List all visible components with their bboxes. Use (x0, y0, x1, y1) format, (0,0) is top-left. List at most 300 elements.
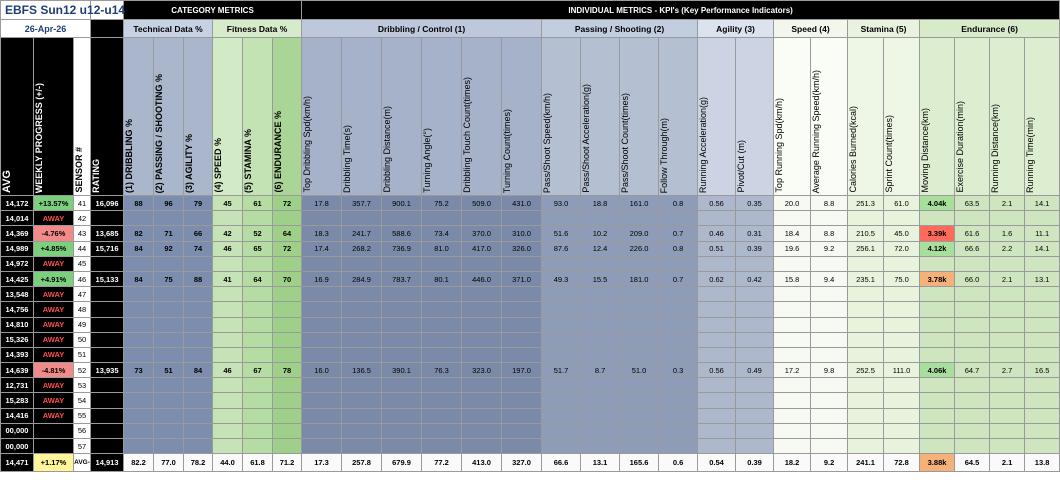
table-cell (1025, 393, 1060, 408)
table-cell: 17.3 (302, 454, 342, 472)
table-cell: 0.8 (659, 241, 698, 256)
table-cell (848, 423, 884, 438)
table-cell: 66.0 (955, 271, 990, 286)
table-cell (91, 287, 124, 302)
table-cell (990, 256, 1025, 271)
column-header: Pass/Shoot Count(times) (620, 38, 659, 196)
table-cell (884, 287, 920, 302)
table-cell (502, 256, 542, 271)
table-cell (302, 378, 342, 393)
table-cell (91, 378, 124, 393)
table-cell: 256.1 (848, 241, 884, 256)
table-cell (154, 378, 184, 393)
table-cell: 209.0 (620, 226, 659, 241)
table-cell (542, 439, 581, 454)
column-header: (6) ENDURANCE % (273, 38, 302, 196)
table-cell (990, 423, 1025, 438)
table-cell (502, 408, 542, 423)
table-cell (659, 211, 698, 226)
table-cell (848, 393, 884, 408)
column-header: Exercise Duration(min) (955, 38, 990, 196)
table-cell (243, 287, 273, 302)
column-header: RATING (91, 38, 124, 196)
table-cell: 64 (273, 226, 302, 241)
table-cell: 4.12k (920, 241, 955, 256)
table-cell: 4.04k (920, 196, 955, 211)
table-cell (243, 378, 273, 393)
table-cell (502, 211, 542, 226)
table-cell (920, 347, 955, 362)
table-cell (884, 302, 920, 317)
table-cell (811, 302, 848, 317)
table-cell: 15,716 (91, 241, 124, 256)
table-cell (1025, 378, 1060, 393)
table-cell: 14,810 (1, 317, 34, 332)
table-cell: 82.2 (124, 454, 154, 472)
table-cell: 4.06k (920, 363, 955, 378)
table-cell (659, 423, 698, 438)
table-cell: 75 (154, 271, 184, 286)
table-cell: 0.54 (698, 454, 736, 472)
table-cell: 72 (273, 196, 302, 211)
table-cell (920, 423, 955, 438)
table-cell (620, 439, 659, 454)
table-cell (848, 256, 884, 271)
table-cell (811, 378, 848, 393)
table-cell: 51.0 (620, 363, 659, 378)
table-cell: 71.2 (273, 454, 302, 472)
table-cell (91, 256, 124, 271)
table-cell (342, 423, 382, 438)
table-cell: 73.4 (422, 226, 462, 241)
group-header: Technical Data % (124, 20, 213, 38)
table-cell (955, 302, 990, 317)
table-cell (382, 287, 422, 302)
table-cell (213, 439, 243, 454)
table-cell: 78.2 (184, 454, 213, 472)
table-cell: 46 (213, 363, 243, 378)
table-cell (811, 393, 848, 408)
table-cell (91, 211, 124, 226)
table-cell (659, 287, 698, 302)
table-cell: 15.5 (581, 271, 620, 286)
table-cell (91, 302, 124, 317)
table-cell: 284.9 (342, 271, 382, 286)
table-cell (342, 211, 382, 226)
table-cell: 0.51 (698, 241, 736, 256)
table-cell (302, 423, 342, 438)
table-cell (91, 317, 124, 332)
table-cell (154, 439, 184, 454)
table-cell: AVG- (74, 454, 91, 472)
table-cell (955, 332, 990, 347)
table-cell (422, 256, 462, 271)
table-cell: 50 (74, 332, 91, 347)
table-cell: 8.8 (811, 196, 848, 211)
table-cell (884, 378, 920, 393)
table-cell: 1.6 (990, 226, 1025, 241)
table-cell: 78 (273, 363, 302, 378)
table-cell (774, 347, 811, 362)
table-cell (184, 211, 213, 226)
table-cell (124, 211, 154, 226)
table-cell (811, 287, 848, 302)
table-cell: 0.62 (698, 271, 736, 286)
table-cell (124, 256, 154, 271)
table-cell: 00,000 (1, 423, 34, 438)
table-cell (342, 378, 382, 393)
table-cell: 14,172 (1, 196, 34, 211)
table-cell (920, 332, 955, 347)
table-cell (955, 347, 990, 362)
table-cell (184, 423, 213, 438)
table-cell: 14.1 (1025, 241, 1060, 256)
table-cell (774, 408, 811, 423)
table-cell (422, 347, 462, 362)
table-cell: 11.1 (1025, 226, 1060, 241)
table-cell: 52 (243, 226, 273, 241)
column-header: Dribbling Distance(m) (382, 38, 422, 196)
table-cell (920, 408, 955, 423)
table-cell: 14,369 (1, 226, 34, 241)
table-cell (273, 287, 302, 302)
table-cell (990, 347, 1025, 362)
table-cell (184, 439, 213, 454)
table-cell (243, 317, 273, 332)
table-cell (774, 256, 811, 271)
table-cell (462, 423, 502, 438)
table-cell (736, 211, 774, 226)
table-cell (213, 378, 243, 393)
group-header: Speed (4) (774, 20, 848, 38)
table-cell (920, 317, 955, 332)
table-cell (91, 393, 124, 408)
table-cell (955, 256, 990, 271)
table-cell: 66 (184, 226, 213, 241)
table-cell (811, 439, 848, 454)
table-cell (382, 393, 422, 408)
column-header: (4) SPEED % (213, 38, 243, 196)
table-cell: 46 (213, 241, 243, 256)
table-cell (462, 439, 502, 454)
table-cell (124, 439, 154, 454)
table-cell: 9.2 (811, 454, 848, 472)
table-cell (955, 317, 990, 332)
column-header: (3) AGILITY % (184, 38, 213, 196)
table-cell (382, 408, 422, 423)
table-cell (273, 317, 302, 332)
table-cell (542, 378, 581, 393)
table-cell: 57 (74, 439, 91, 454)
group-header: Fitness Data % (213, 20, 302, 38)
table-cell: 15.8 (774, 271, 811, 286)
table-cell: 82 (124, 226, 154, 241)
table-cell (990, 378, 1025, 393)
table-row (1, 256, 1060, 271)
table-cell: AWAY (34, 378, 74, 393)
table-row (1, 393, 1060, 408)
table-cell (542, 347, 581, 362)
table-cell (774, 287, 811, 302)
table-cell (243, 211, 273, 226)
column-header: Calories Burned(kcal) (848, 38, 884, 196)
report-title: EBFS Sun12 u12-u14 (1, 1, 91, 20)
table-cell (659, 439, 698, 454)
table-cell: 96 (154, 196, 184, 211)
table-cell: 0.31 (736, 226, 774, 241)
table-cell (848, 287, 884, 302)
table-cell (154, 302, 184, 317)
table-cell (154, 211, 184, 226)
table-row (1, 241, 1060, 256)
table-cell (462, 408, 502, 423)
table-cell (698, 439, 736, 454)
table-cell (273, 393, 302, 408)
table-cell (1025, 423, 1060, 438)
table-cell (620, 408, 659, 423)
table-cell: 72 (273, 241, 302, 256)
table-cell: 18.3 (302, 226, 342, 241)
table-cell: 77.0 (154, 454, 184, 472)
table-cell (91, 439, 124, 454)
table-cell: 79 (184, 196, 213, 211)
column-header: (2) PASSING / SHOOTING % (154, 38, 184, 196)
table-cell: 2.7 (990, 363, 1025, 378)
table-cell (774, 439, 811, 454)
table-cell: 19.6 (774, 241, 811, 256)
table-cell: 42 (213, 226, 243, 241)
table-cell: 413.0 (462, 454, 502, 472)
column-header: SENSOR # (74, 38, 91, 196)
table-cell: 73 (124, 363, 154, 378)
table-cell (302, 332, 342, 347)
table-cell (422, 211, 462, 226)
table-cell (848, 439, 884, 454)
table-cell: 0.56 (698, 196, 736, 211)
table-row (1, 211, 1060, 226)
column-header: Turning Count(times) (502, 38, 542, 196)
table-cell: 64.7 (955, 363, 990, 378)
table-cell (243, 439, 273, 454)
table-cell: 41 (213, 271, 243, 286)
table-cell (774, 423, 811, 438)
table-cell (736, 408, 774, 423)
table-cell (774, 317, 811, 332)
table-cell (774, 211, 811, 226)
table-cell (154, 393, 184, 408)
table-cell (462, 211, 502, 226)
table-cell: 3.78k (920, 271, 955, 286)
table-cell: AWAY (34, 393, 74, 408)
table-cell: 679.9 (382, 454, 422, 472)
table-row (1, 226, 1060, 241)
table-cell (273, 256, 302, 271)
table-cell: 84 (124, 241, 154, 256)
table-cell (382, 302, 422, 317)
table-cell (273, 332, 302, 347)
table-cell: 0.7 (659, 271, 698, 286)
table-cell (990, 408, 1025, 423)
table-cell: 15,326 (1, 332, 34, 347)
table-cell (774, 393, 811, 408)
table-cell: 54 (74, 393, 91, 408)
table-cell (542, 408, 581, 423)
table-cell (502, 393, 542, 408)
group-header: Endurance (6) (920, 20, 1060, 38)
table-cell: 241.7 (342, 226, 382, 241)
table-cell (920, 378, 955, 393)
table-cell (184, 256, 213, 271)
table-cell: 42 (74, 211, 91, 226)
table-cell: AWAY (34, 347, 74, 362)
table-cell (91, 332, 124, 347)
table-cell (955, 439, 990, 454)
table-cell: 17.8 (302, 196, 342, 211)
table-cell (243, 332, 273, 347)
table-cell (1025, 439, 1060, 454)
table-cell (620, 287, 659, 302)
table-cell: 181.0 (620, 271, 659, 286)
table-cell: 72.8 (884, 454, 920, 472)
table-cell: 64 (243, 271, 273, 286)
table-cell (154, 408, 184, 423)
table-cell: 0.6 (659, 454, 698, 472)
table-cell (736, 439, 774, 454)
table-cell (698, 408, 736, 423)
table-cell (302, 408, 342, 423)
table-cell: 14,989 (1, 241, 34, 256)
table-cell (698, 393, 736, 408)
table-cell (620, 393, 659, 408)
table-cell (542, 256, 581, 271)
table-cell: 9.4 (811, 271, 848, 286)
table-cell (243, 347, 273, 362)
table-cell (884, 439, 920, 454)
table-cell (736, 347, 774, 362)
column-header: Pass/Shoot Speed(km/h) (542, 38, 581, 196)
table-cell: 74 (184, 241, 213, 256)
table-cell: 17.4 (302, 241, 342, 256)
table-cell (884, 317, 920, 332)
table-cell: 84 (184, 363, 213, 378)
table-cell (243, 302, 273, 317)
table-cell (811, 423, 848, 438)
table-cell (382, 317, 422, 332)
table-cell (502, 439, 542, 454)
table-cell (955, 408, 990, 423)
table-cell (698, 317, 736, 332)
table-cell (659, 393, 698, 408)
table-cell (811, 347, 848, 362)
table-cell (273, 408, 302, 423)
table-cell (154, 423, 184, 438)
table-cell (302, 256, 342, 271)
table-cell: 431.0 (502, 196, 542, 211)
table-cell (811, 211, 848, 226)
table-cell: 84 (124, 271, 154, 286)
table-cell: 48 (74, 302, 91, 317)
group-header: Stamina (5) (848, 20, 920, 38)
table-cell (581, 378, 620, 393)
table-cell (884, 211, 920, 226)
table-cell: 51.7 (542, 363, 581, 378)
table-row (1, 302, 1060, 317)
table-cell: 14,425 (1, 271, 34, 286)
table-cell (659, 378, 698, 393)
table-cell: -4.76% (34, 226, 74, 241)
table-cell (273, 211, 302, 226)
table-cell: 72.0 (884, 241, 920, 256)
table-cell (422, 302, 462, 317)
table-cell: 268.2 (342, 241, 382, 256)
table-cell: AWAY (34, 408, 74, 423)
table-cell (698, 423, 736, 438)
table-cell: 45 (213, 196, 243, 211)
table-cell (884, 408, 920, 423)
table-cell (213, 347, 243, 362)
table-cell: 14,913 (91, 454, 124, 472)
column-header: Top Running Spd(km/h) (774, 38, 811, 196)
table-row (1, 332, 1060, 347)
table-cell (659, 317, 698, 332)
table-cell (581, 408, 620, 423)
table-cell: 0.56 (698, 363, 736, 378)
column-header: WEEKLY PROGRESS (+/-) (34, 38, 74, 196)
table-cell (502, 287, 542, 302)
table-cell (542, 423, 581, 438)
table-cell (920, 393, 955, 408)
table-cell (990, 439, 1025, 454)
table-cell (243, 408, 273, 423)
table-cell (502, 332, 542, 347)
table-cell: 44 (74, 241, 91, 256)
table-cell: 20.0 (774, 196, 811, 211)
table-cell (462, 347, 502, 362)
table-cell (736, 256, 774, 271)
table-cell: 13.1 (581, 454, 620, 472)
table-cell: 56 (74, 423, 91, 438)
table-cell (581, 332, 620, 347)
table-cell (302, 211, 342, 226)
table-cell (990, 332, 1025, 347)
table-cell: 16.0 (302, 363, 342, 378)
table-cell (154, 317, 184, 332)
table-cell (124, 393, 154, 408)
table-cell (920, 256, 955, 271)
table-cell: -4.81% (34, 363, 74, 378)
table-cell (124, 423, 154, 438)
table-cell (184, 317, 213, 332)
table-cell (342, 256, 382, 271)
table-cell: 111.0 (884, 363, 920, 378)
column-header: (5) STAMINA % (243, 38, 273, 196)
table-cell (581, 393, 620, 408)
table-cell: 2.1 (990, 454, 1025, 472)
table-cell (1025, 317, 1060, 332)
table-row (1, 287, 1060, 302)
table-cell: 241.1 (848, 454, 884, 472)
table-cell (462, 287, 502, 302)
table-cell: 210.5 (848, 226, 884, 241)
column-header: Follow Through(m) (659, 38, 698, 196)
table-cell: 93.0 (542, 196, 581, 211)
table-cell: 165.6 (620, 454, 659, 472)
column-header: Dribbling Time(s) (342, 38, 382, 196)
table-cell (34, 439, 74, 454)
table-cell (154, 347, 184, 362)
table-cell (422, 378, 462, 393)
table-cell (124, 378, 154, 393)
